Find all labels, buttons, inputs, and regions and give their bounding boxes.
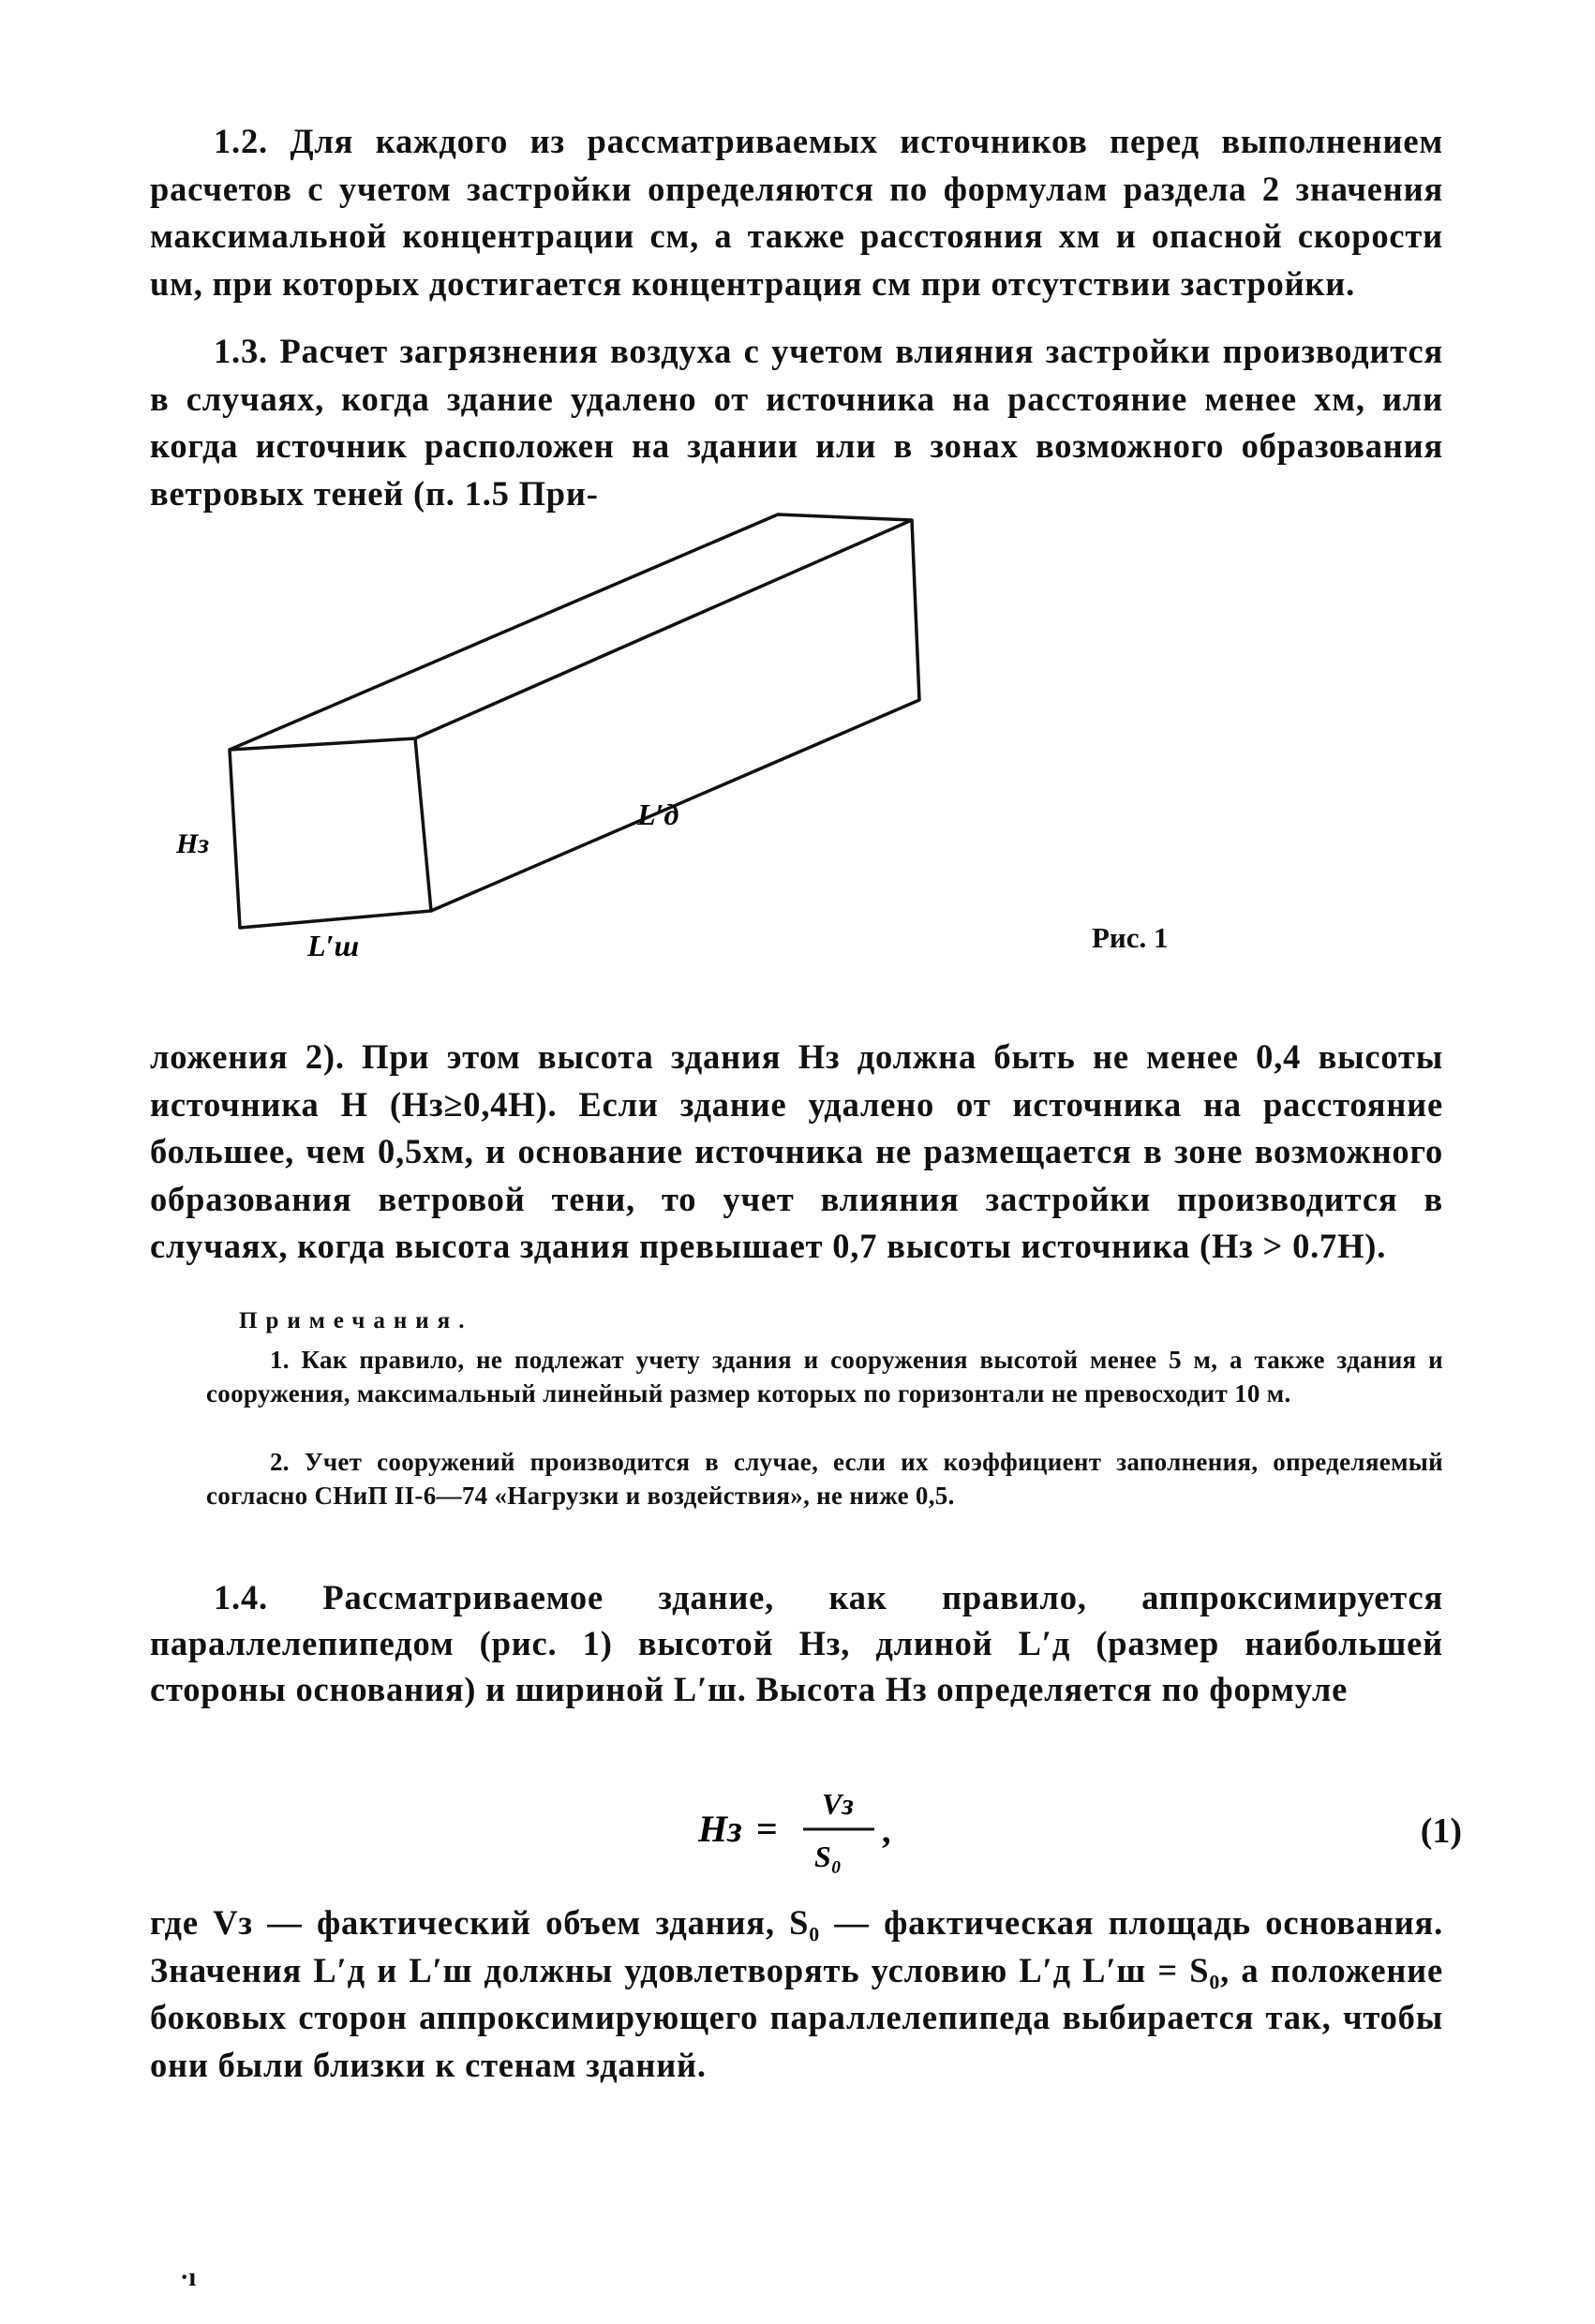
height-label: Hз <box>176 828 210 859</box>
page-mark: ·ı <box>180 2263 197 2292</box>
notes-title: Примечания. <box>239 1308 473 1333</box>
side-face <box>431 520 919 911</box>
formula-equals: = <box>756 1808 778 1850</box>
note-1: 1. Как правило, не подлежат учету здания и сооружения высотой менее 5 м, а также здания и сооружения, максимальный линейный размер которых по горизонтали не превосходит 10 м. <box>206 1346 1443 1408</box>
paragraph-1-3-continued: ложения 2). При этом высота здания Hз должна быть не менее 0,4 высоты источника H (Hз≥0,4H). Если здание удалено от источника на расстояние большее, чем 0,5xм, и основание источника не размещается в зоне возможного образования ветровой тени, то учет влияния застройки производится в случаях, когда высота здания превышает 0,7 высоты источника (Hз > 0.7H). <box>150 1037 1443 1265</box>
figure-parallelepiped <box>159 501 1378 989</box>
formula-expression <box>698 1771 979 1921</box>
equation-number: (1) <box>1420 1811 1462 1851</box>
formula-numerator: Vз <box>822 1787 854 1821</box>
top-face <box>230 514 912 750</box>
note-2: 2. Учет сооружений производится в случае, если их коэффициент заполнения, определяемый согласно СНиП II-6—74 «Нагрузки и воздействия», не ниже 0,5. <box>206 1448 1443 1510</box>
formula-1 <box>656 1771 1462 1921</box>
width-label: L′ш <box>307 929 360 962</box>
paragraph-1-4: 1.4. Рассматриваемое здание, как правило, аппроксимируется параллелепипедом (рис. 1) высотой Hз, длиной L′д (размер наибольшей стороны основания) и шириной L′ш. Высота Hз определяется по формуле <box>150 1578 1443 1708</box>
formula-comma: , <box>882 1811 891 1851</box>
figure-caption: Рис. 1 <box>1092 921 1169 954</box>
formula-lhs: Hз <box>698 1808 742 1850</box>
paragraph-1-2: 1.2. Для каждого из рассматриваемых источников перед выполнением расчетов с учетом застройки определяются по формулам раздела 2 значения максимальной концентрации cм, а также расстояния xм и опасной скорости uм, при которых достигается концентрация cм при отсутствии застройки. <box>150 122 1443 303</box>
paragraph-where: где Vз — фактический объем здания, S₀ — фактическая площадь основания. Значения L′д и L′ш должны удовлетворять условию L′д L′ш = S₀, а положение боковых сторон аппроксимирующего параллелепипеда выбирается так, чтобы они были близки к стенам зданий. <box>150 1903 1443 2084</box>
length-label: L′д <box>637 797 679 831</box>
parallelepiped-drawing <box>159 501 1378 989</box>
front-face <box>230 738 431 928</box>
paragraph-1-3-start: 1.3. Расчет загрязнения воздуха с учетом влияния застройки производится в случаях, когда здание удалено от источника на расстояние менее xм, или когда источник расположен на здании или в зонах возможного образования ветровых теней (п. 1.5 При- <box>150 332 1443 513</box>
formula-denominator: S₀ <box>814 1840 842 1873</box>
